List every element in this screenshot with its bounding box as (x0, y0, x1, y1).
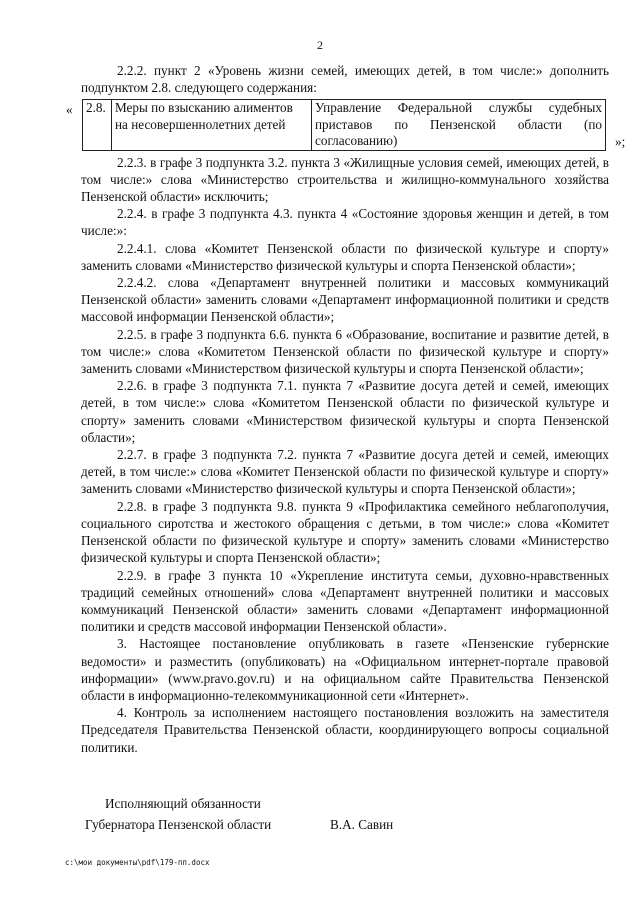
paragraph: 2.2.4. в графе 3 подпункта 4.3. пункта 4 «Состояние здоровья женщин и детей, в том числе:»: (81, 206, 609, 239)
table-cell-measure: Меры по взысканию алиментов на несовершеннолетних детей (112, 100, 312, 150)
paragraph: 2.2.4.1. слова «Комитет Пензенской области по физической культуре и спорту» заменить словами «Министерство физической культуры и спорта Пензенской области»; (81, 240, 609, 273)
document-body (66, 62, 626, 756)
table-cell-number: 2.8. (83, 100, 112, 150)
page-number: 2 (317, 38, 323, 52)
signature-name: В.А. Савин (330, 817, 394, 832)
inserted-table-block (66, 99, 626, 150)
paragraph: 2.2.5. в графе 3 подпункта 6.6. пункта 6 «Образование, воспитание и развитие детей, в том числе:» слова «Комитетом Пензенской области по физической культуре и спорту» заменить словами «Министерством физической культуры и спорта Пензенской области»; (81, 326, 609, 377)
table-open-quote: « (66, 102, 73, 118)
paragraph: 2.2.8. в графе 3 подпункта 9.8. пункта 9 «Профилактика семейного неблагополучия, социального сиротства и жестокого обращения с детьми, в том числе:» слова «Комитет Пензенской области по физической культуре и спорту» заменить словами «Министерство физической культуры и спорта Пензенской области»; (81, 498, 609, 566)
table-cell-executor: Управление Федеральной службы судебных приставов по Пензенской области (по согласованию) (312, 100, 606, 150)
paragraph: 2.2.7. в графе 3 подпункта 7.2. пункта 7 «Развитие досуга детей и семей, имеющих детей, в том числе:» слова «Комитет Пензенской области по физической культуре и спорту» заменить словами «Министерство физической культуры и спорта Пензенской области»; (81, 447, 609, 497)
table-row (83, 100, 606, 150)
paragraph: 3. Настоящее постановление опубликовать в газете «Пензенские губернские ведомости» и разместить (опубликовать) на «Официальном интернет-портале правовой информации» (www.pravo.gov.ru) и на официальном сайте Правительства Пензенской области в информационно-телекоммуникационной сети «Интернет». (81, 636, 609, 703)
paragraph: 4. Контроль за исполнением настоящего постановления возложить на заместителя Председателя Правительства Пензенской области, координирующего вопросы социальной политики. (81, 705, 609, 755)
inserted-table (82, 99, 606, 150)
footer-file-path: c:\мои документы\pdf\179-пп.docx (65, 858, 210, 867)
paragraph: 2.2.3. в графе 3 подпункта 3.2. пункта 3 «Жилищные условия семей, имеющих детей, в том числе:» слова «Министерство строительства и жилищно-коммунального хозяйства Пензенской области» исключить; (81, 154, 609, 205)
table-close-quote: »; (615, 134, 626, 150)
paragraph-2-2-2: 2.2.2. пункт 2 «Уровень жизни семей, имеющих детей, в том числе:» дополнить подпунктом 2.8. следующего содержания: (81, 63, 609, 96)
signature-position-line1: Исполняющий обязанности (105, 796, 261, 811)
paragraph: 2.2.4.2. слова «Департамент внутренней политики и массовых коммуникаций Пензенской области» заменить словами «Департамент информационной политики и средств массовой информации Пензенской области»; (81, 275, 609, 325)
paragraph: 2.2.9. в графе 3 пункта 10 «Укрепление института семьи, духовно-нравственных традиций семейных отношений» слова «Департамент внутренней политики и массовых коммуникаций Пензенской области» заменить словами «Департамент информационной политики и средств массовой информации Пензенской области». (81, 567, 609, 635)
paragraph: 2.2.6. в графе 3 подпункта 7.1. пункта 7 «Развитие досуга детей и семей, имеющих детей, в том числе:» слова «Комитетом Пензенской области по физической культуре и спорту» заменить словами «Министерством физической культуры и спорта Пензенской области»; (81, 378, 609, 445)
signature-position-line2: Губернатора Пензенской области (85, 817, 272, 832)
